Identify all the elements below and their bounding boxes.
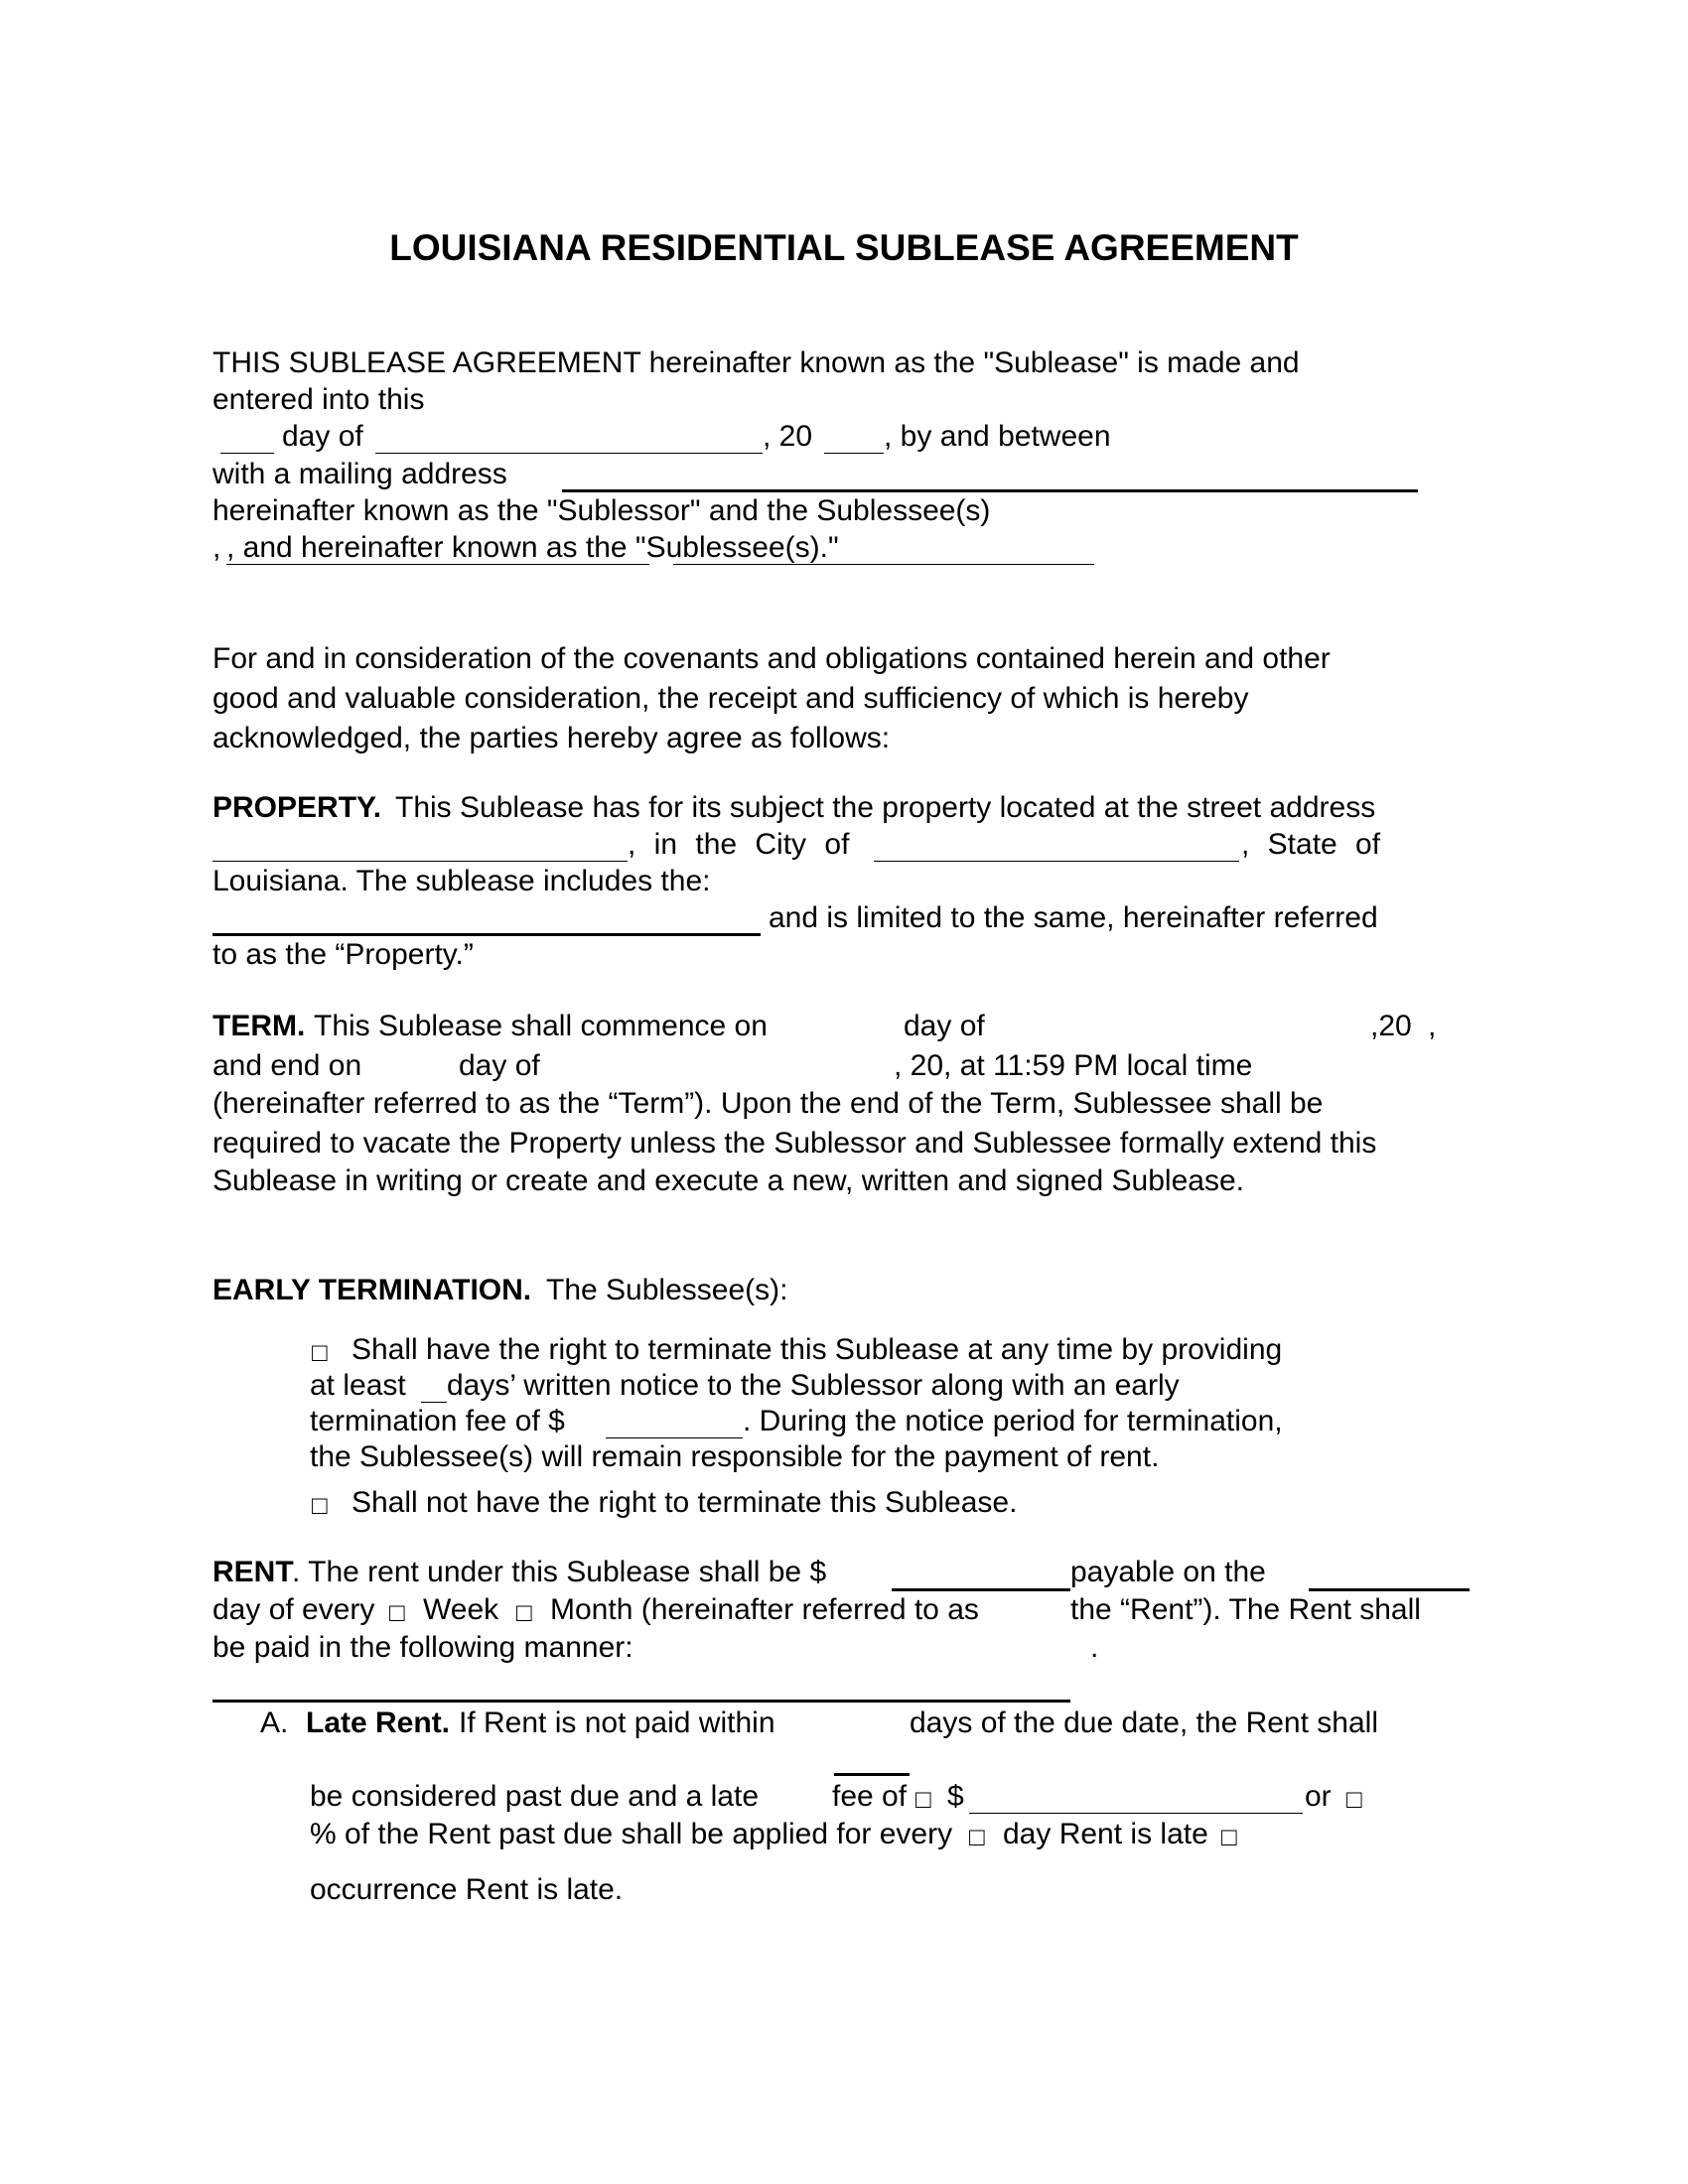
mailing-address-blank[interactable] [562, 489, 1418, 492]
property-heading: PROPERTY. [212, 791, 382, 824]
no-right-to-terminate-checkbox[interactable]: □ [312, 1490, 328, 1520]
consideration-line-1: For and in consideration of the covenants and obligations contained herein and other [212, 642, 1331, 675]
property-line-1: This Sublease has for its subject the property located at the street address [395, 791, 1376, 824]
late-rent-line-4: occurrence Rent is late. [310, 1873, 624, 1906]
intro-line-1: THIS SUBLEASE AGREEMENT hereinafter known as the "Sublease" is made and [212, 346, 1300, 379]
termination-fee-text: termination fee of $ [310, 1405, 565, 1437]
term-end-time: , 20, at 11:59 PM local time [894, 1049, 1253, 1082]
property-limited: and is limited to the same, hereinafter referred [769, 901, 1378, 934]
rent-heading: RENT [212, 1556, 294, 1588]
rent-payable-on-the: payable on the [1070, 1556, 1266, 1588]
late-rent-or: or [1305, 1780, 1332, 1813]
intro-comma: , [212, 531, 221, 564]
term-line-4: required to vacate the Property unless the Sublessor and Sublessee formally extend this [212, 1127, 1377, 1160]
rent-due-day-blank[interactable] [1309, 1588, 1470, 1591]
late-rent-line-3: % of the Rent past due shall be applied for every [310, 1818, 953, 1850]
rent-period: . [1090, 1631, 1099, 1664]
rent-month-label: Month (hereinafter referred to as [550, 1593, 979, 1626]
early-termination-heading: EARLY TERMINATION. [212, 1274, 532, 1306]
month-checkbox[interactable]: □ [516, 1597, 532, 1627]
per-day-checkbox[interactable]: □ [969, 1822, 985, 1851]
option-1-line-4: the Sublessee(s) will remain responsible for the payment of rent. [310, 1440, 1160, 1473]
property-state-of: , State of [1241, 828, 1381, 861]
term-line-1: This Sublease shall commence on [314, 1010, 768, 1042]
late-rent-days-of-due: days of the due date, the Rent shall [910, 1706, 1378, 1739]
rent-amount-blank[interactable] [892, 1588, 1070, 1591]
rent-the-rent-shall: the “Rent”). The Rent shall [1070, 1593, 1421, 1626]
term-day-of-2: day of [459, 1049, 540, 1082]
late-rent-dollar: $ [947, 1780, 964, 1813]
property-in-the-city-of: , in the City of [628, 828, 850, 861]
intro-by-and-between: , by and between [884, 420, 1111, 453]
property-line-5: to as the “Property.” [212, 938, 474, 971]
late-days-blank[interactable] [834, 1773, 910, 1776]
street-address-blank[interactable] [212, 861, 628, 862]
late-rent-label: A. [260, 1706, 289, 1739]
term-and-end-on: and end on [212, 1049, 362, 1082]
term-comma-20: ,20 [1370, 1010, 1412, 1042]
term-heading: TERM. [212, 1010, 306, 1042]
late-rent-heading: Late Rent. [306, 1706, 451, 1739]
late-fee-flat-checkbox[interactable]: □ [915, 1784, 931, 1814]
early-termination-subtitle: The Sublessee(s): [546, 1274, 788, 1306]
intro-sublessee-line: , and hereinafter known as the "Sublessee(s)." [226, 531, 839, 564]
term-line-3: (hereinafter referred to as the “Term”). Upon the end of the Term, Sublessee shall be [212, 1087, 1324, 1120]
consideration-line-2: good and valuable consideration, the receipt and sufficiency of which is hereby [212, 682, 1249, 715]
sublessee-address-blank[interactable] [673, 564, 1094, 565]
week-checkbox[interactable]: □ [389, 1597, 405, 1627]
month-blank[interactable] [375, 453, 763, 454]
days-notice-text: days’ written notice to the Sublessor along with an early [447, 1369, 1180, 1402]
per-occurrence-checkbox[interactable]: □ [1221, 1822, 1237, 1851]
payment-manner-blank[interactable] [212, 1700, 1070, 1703]
property-includes-blank[interactable] [212, 933, 761, 936]
rent-day-of-every: day of every [212, 1593, 375, 1626]
document-title: LOUISIANA RESIDENTIAL SUBLEASE AGREEMENT [389, 227, 1299, 268]
late-rent-line-2: be considered past due and a late [310, 1780, 760, 1813]
intro-day-of: day of [282, 420, 363, 453]
late-fee-amount-blank[interactable] [969, 1813, 1303, 1814]
year-blank[interactable] [824, 453, 884, 454]
intro-mailing-address: with a mailing address [212, 458, 507, 490]
right-to-terminate-checkbox[interactable]: □ [312, 1337, 328, 1367]
late-fee-percent-checkbox[interactable]: □ [1346, 1784, 1362, 1814]
option-1-line-1: Shall have the right to terminate this Sublease at any time by providing [352, 1333, 1283, 1366]
consideration-line-3: acknowledged, the parties hereby agree as follows: [212, 722, 891, 754]
intro-line-2: entered into this [212, 383, 425, 416]
option-2-text: Shall not have the right to terminate this Sublease. [352, 1486, 1018, 1519]
day-blank[interactable] [220, 453, 274, 454]
intro-sublessor-line: hereinafter known as the "Sublessor" and the Sublessee(s) [212, 494, 991, 527]
late-rent-line-1: If Rent is not paid within [459, 1706, 775, 1739]
rent-week-label: Week [423, 1593, 499, 1626]
rent-line-3: be paid in the following manner: [212, 1631, 633, 1664]
at-least-text: at least [310, 1369, 406, 1402]
late-rent-fee-of: fee of [832, 1780, 908, 1813]
rent-line-1: . The rent under this Sublease shall be $ [292, 1556, 827, 1588]
term-line-5: Sublease in writing or create and execute a new, written and signed Sublease. [212, 1164, 1244, 1197]
termination-fee-blank[interactable] [606, 1437, 743, 1438]
city-blank[interactable] [874, 861, 1239, 862]
notice-period-text: . During the notice period for termination, [743, 1405, 1283, 1437]
term-day-of: day of [904, 1010, 985, 1042]
late-rent-day-late: day Rent is late [1003, 1818, 1208, 1850]
sublessee-name-blank[interactable] [226, 564, 649, 565]
term-comma: , [1428, 1010, 1437, 1042]
notice-days-blank[interactable] [421, 1402, 447, 1403]
property-line-3: Louisiana. The sublease includes the: [212, 865, 711, 897]
intro-comma-20: , 20 [763, 420, 813, 453]
